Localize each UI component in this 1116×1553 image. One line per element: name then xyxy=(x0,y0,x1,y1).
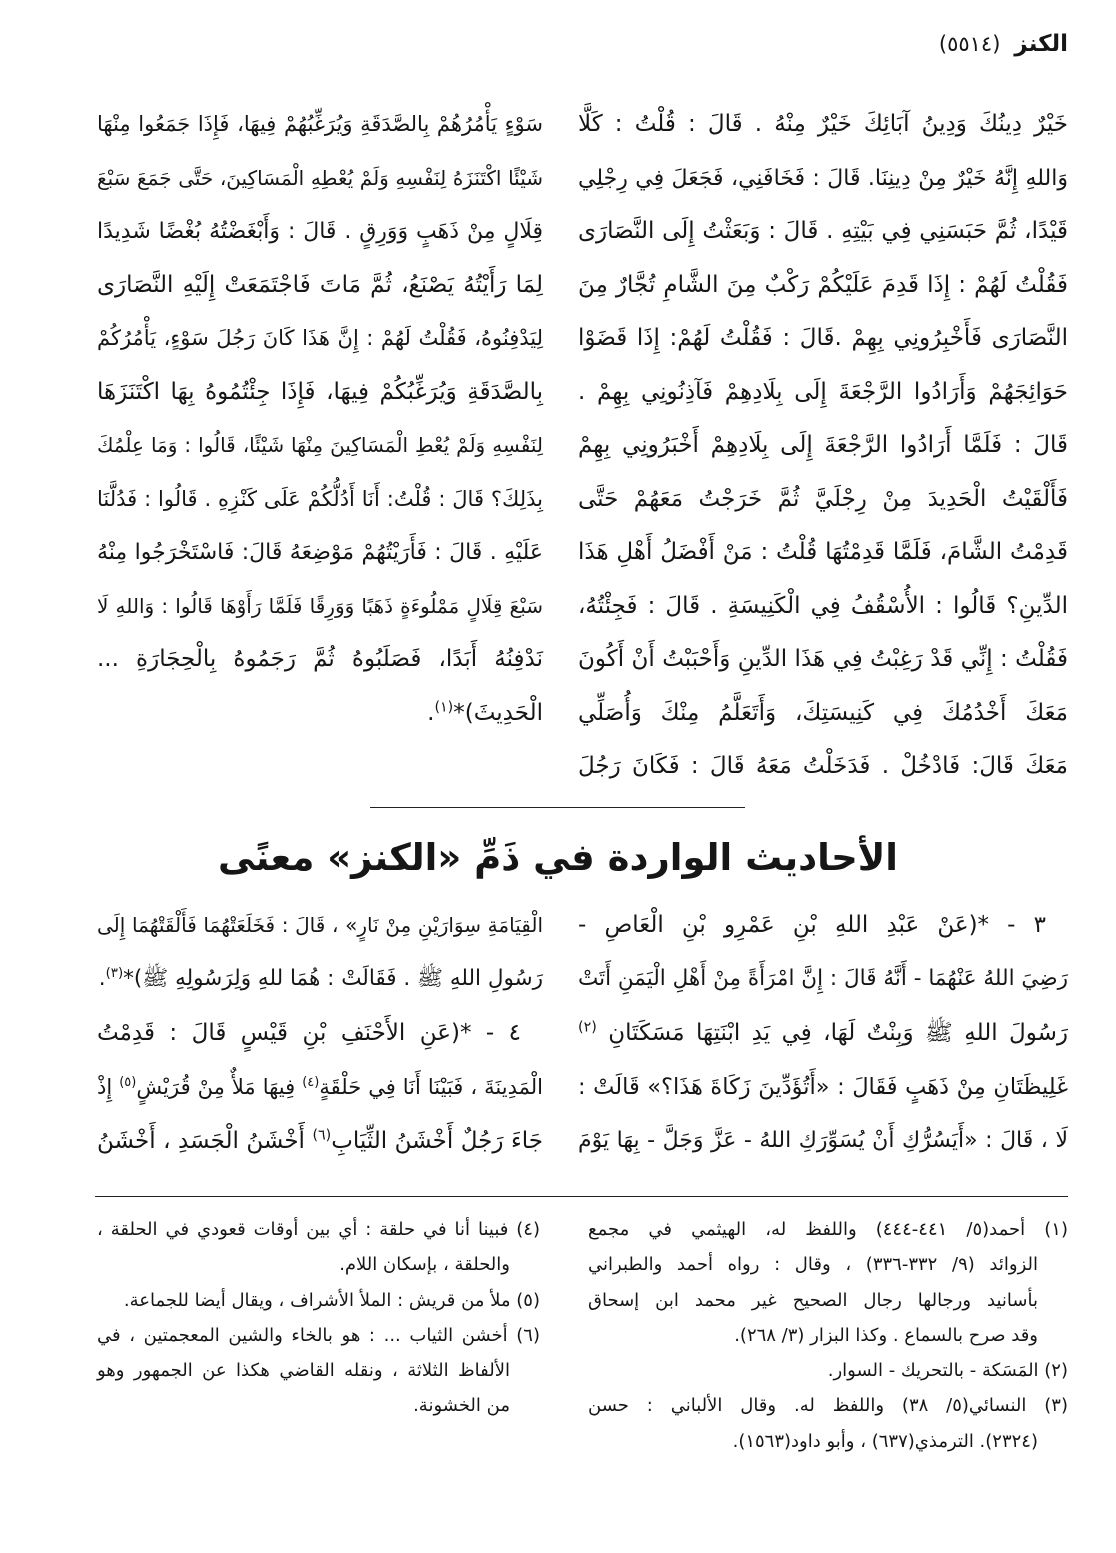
text-line: غَلِيظَتَانِ مِنْ ذَهَبٍ فَقَالَ : «أَتُؤَدِّينَ زَكَاةَ هَذَا؟» قَالَتْ : xyxy=(578,1074,1068,1100)
text-line: فَقُلْتُ لَهُمْ : إِذَا قَدِمَ عَلَيْكُمْ رَكْبٌ مِنَ الشَّامِ تُجَّارٌ مِنَ xyxy=(578,271,1068,298)
section-divider xyxy=(370,807,745,808)
text-line: فَقُلْتُ : إِنِّي قَدْ رَغِبْتُ فِي هَذَا الدِّينِ وَأَحْبَبْتُ أَنْ أَكُونَ xyxy=(578,646,1068,672)
text-segment: الْحَدِيثَ)* xyxy=(453,699,543,726)
text-line: لِمَا رَأَيْتُهُ يَصْنَعُ، ثُمَّ مَاتَ فَاجْتَمَعَتْ إِلَيْهِ النَّصَارَى xyxy=(97,271,543,298)
text-line: حَوَائِجَهُمْ وَأَرَادُوا الرَّجْعَةَ إِلَى بِلَادِهِمْ فَآذِنُونِي بِهِمْ . xyxy=(578,378,1068,405)
text-line xyxy=(578,1006,1068,1060)
text-line: النَّصَارَى فَأَخْبِرُونِي بِهِمْ .قَالَ : فَقُلْتُ لَهُمْ: إِذَا قَضَوْا xyxy=(578,325,1068,351)
footnote-line: (٢) المَسَكة - بالتحريك - السوار. xyxy=(827,1360,1068,1382)
footnotes-divider xyxy=(95,1196,1068,1197)
text-segment: رَسُولَ اللهِ ﷺ وَبِنْتٌ لَهَا، فِي يَدِ ابْنَتِهَا مَسَكَتَانِ xyxy=(596,1020,1068,1046)
text-line: وَاللهِ إِنَّهُ خَيْرٌ مِنْ دِينِنَا. قَالَ : فَخَافَنِي، فَجَعَلَ فِي رِجْلِي xyxy=(578,165,1068,191)
text-line xyxy=(97,687,543,741)
text-line: شَيْئًا اكْتَنَزَهُ لِنَفْسِهِ وَلَمْ يُعْطِهِ الْمَسَاكِينَ، حَتَّى جَمَعَ سَبْعَ xyxy=(97,165,543,190)
footnote-line: (٦) أخشن الثياب ... : هو بالخاء والشين المعجمتين ، في xyxy=(97,1324,540,1346)
text-line: بِالصَّدَقَةِ وَيُرَغِّبُكُمْ فِيهَا، فَإِذَا جِئْتُمُوهُ بِهَا اكْتَنَزَهَا xyxy=(97,378,543,405)
section1-right-column xyxy=(578,98,1068,794)
text-segment: فِيهَا مَلأٌ مِنْ قُرَيْشٍ xyxy=(136,1075,303,1099)
text-line: سَبْعَ قِلَالٍ مَمْلُوءَةٍ ذَهَبًا وَوَرِقًا فَلَمَّا رَأَوْهَا قَالُوا : وَاللهِ لَا xyxy=(97,593,543,618)
footnote-ref: (٢) xyxy=(578,1019,597,1036)
text-line: ٣ - *(عَنْ عَبْدِ اللهِ بْنِ عَمْرِو بْنِ الْعَاصِ - xyxy=(578,912,1046,938)
text-line: ٤ - *(عَنِ الأَحْنَفِ بْنِ قَيْسٍ قَالَ : قَدِمْتُ xyxy=(97,1020,521,1046)
footnote-line: (١) أحمد(٥/ ٤٤١-٤٤٤) واللفظ له، الهيثمي في مجمع xyxy=(588,1219,1068,1240)
text-line: سَوْءٍ يَأْمُرُهُمْ بِالصَّدَقَةِ وَيُرَغِّبُهُمْ فِيهَا، فَإِذَا جَمَعُوا مِنْهَا xyxy=(97,112,543,136)
text-segment: الْمَدِينَةَ ، فَبَيْنَا أَنَا فِي حَلْقَةٍ xyxy=(319,1075,543,1099)
text-line: بِذَلِكَ؟ قَالَ : قُلْتُ: أَنَا أَدُلُّكُمْ عَلَى كَنْزِهِ . قَالُوا : فَدُلَّنَا xyxy=(97,486,543,511)
text-line: لِيَدْفِنُوهُ، فَقُلْتُ لَهُمْ : إِنَّ هَذَا كَانَ رَجُلَ سَوْءٍ، يَأْمُرُكُمْ xyxy=(97,326,543,350)
footnote-line: الألفاظ الثلاثة ، ونقله القاضي هكذا عن الجمهور وهو xyxy=(97,1360,510,1382)
text-line: قَدِمْتُ الشَّامَ، فَلَمَّا قَدِمْتُهَا قُلْتُ : مَنْ أَفْضَلُ أَهْلِ هَذَا xyxy=(578,539,1068,565)
text-line: قَيْدًا، ثُمَّ حَبَسَنِي فِي بَيْتِهِ . قَالَ : وَبَعَثْتُ إِلَى النَّصَارَى xyxy=(578,218,1068,244)
section1-left-column xyxy=(97,98,543,740)
text-line: قِلَالٍ مِنْ ذَهَبٍ وَوَرِقٍ . قَالَ : وَأَبْغَضْتُهُ بُغْضًا شَدِيدًا xyxy=(97,219,543,244)
footnote-line: (٤) فبينا أنا في حلقة : أي بين أوقات قعودي في الحلقة ، xyxy=(97,1219,540,1240)
text-line: الْقِيَامَةِ سِوَارَيْنِ مِنْ نَارٍ» ، قَالَ : فَخَلَعَتْهُمَا فَأَلْقَتْهُمَا إِلَى xyxy=(97,913,543,937)
header-title: الكنز xyxy=(1014,31,1068,57)
text-line: لَا ، قَالَ : «أَيَسُرُّكِ أَنْ يُسَوِّرَكِ اللهُ - عَزَّ وَجَلَّ - بِهَا يَوْمَ xyxy=(578,1128,1068,1153)
footnote-line: وقد صرح بالسماع . وكذا البزار (٣/ ٢٦٨). xyxy=(734,1324,1038,1346)
text-line: الدِّينِ؟ قَالُوا : الأُسْقُفُ فِي الْكَنِيسَةِ . قَالَ : فَجِئْتُهُ، xyxy=(578,592,1068,619)
text-segment: جَاءَ رَجُلٌ أَخْشَنُ الثِّيَابِ xyxy=(331,1128,543,1154)
text-segment: رَسُولِ اللهِ ﷺ . فَقَالَتْ : هُمَا للهِ وَلِرَسُولِهِ ﷺ)* xyxy=(123,966,543,991)
footnote-line: (٣) النسائي(٥/ ٣٨) واللفظ له. وقال الألباني : حسن xyxy=(588,1395,1068,1417)
text-line: لِنَفْسِهِ وَلَمْ يُعْطِ الْمَسَاكِينَ مِنْهَا شَيْئًا، قَالُوا : وَمَا عِلْمُكَ xyxy=(97,433,543,457)
footnote-ref: (١) xyxy=(434,698,454,715)
footnote-line: الزوائد (٩/ ٣٣٢-٣٣٦) ، وقال : رواه أحمد والطبراني xyxy=(588,1254,1038,1276)
text-line: نَدْفِنُهُ أَبَدًا، فَصَلَبُوهُ ثُمَّ رَجَمُوهُ بِالْحِجَارَةِ ... xyxy=(97,646,543,672)
footnote-ref: (٤) xyxy=(302,1075,320,1090)
footnote-line: من الخشونة. xyxy=(413,1395,510,1417)
text-line: خَيْرٌ دِينُكَ وَدِينُ آبَائِكَ خَيْرٌ مِنْهُ . قَالَ : قُلْتُ : كَلَّا xyxy=(578,111,1068,137)
footnotes-left-column xyxy=(97,1212,540,1424)
text-segment: . xyxy=(98,966,106,991)
text-line: مَعَكَ قَالَ: فَادْخُلْ . فَدَخَلْتُ مَعَهُ قَالَ : فَكَانَ رَجُلَ xyxy=(578,753,1068,779)
text-segment: إِذْ xyxy=(97,1075,120,1099)
footnote-ref: (٣) xyxy=(105,965,124,981)
footnote-ref: (٥) xyxy=(119,1075,137,1090)
text-line: قَالَ : فَلَمَّا أَرَادُوا الرَّجْعَةَ إِلَى بِلَادِهِمْ أَخْبَرُونِي بِهِمْ xyxy=(578,432,1068,458)
footnote-line: (٥) ملأ من قريش : الملأ الأشراف ، ويقال أيضا للجماعة. xyxy=(123,1289,540,1311)
running-header xyxy=(939,26,1068,62)
footnote-line: (٢٣٢٤). الترمذي(٦٣٧) ، وأبو داود(١٥٦٣). xyxy=(732,1430,1038,1452)
footnote-ref: (٦) xyxy=(312,1127,332,1144)
section-heading: الأحاديث الواردة في ذَمِّ «الكنز» معنًى xyxy=(218,836,898,879)
footnote-line: والحلقة ، بإسكان اللام. xyxy=(339,1254,510,1276)
text-line xyxy=(97,1114,543,1168)
text-line xyxy=(97,1060,543,1114)
text-line: رَضِيَ اللهُ عَنْهُمَا - أَنَّهُ قَالَ : إِنَّ امْرَأَةً مِنْ أَهْلِ الْيَمَنِ أَتَتْ xyxy=(578,966,1068,991)
text-line xyxy=(97,952,543,1006)
section2-left-column xyxy=(97,898,543,1168)
section2-right-column xyxy=(578,898,1068,1168)
page-number: (٥٥١٤) xyxy=(938,32,1001,56)
text-segment: أَخْشَنُ الْجَسَدِ ، أَخْشَنُ xyxy=(97,1128,313,1154)
text-segment: . xyxy=(427,699,435,726)
footnote-line: بأسانيد ورجالها رجال الصحيح غير محمد ابن إسحاق xyxy=(588,1289,1038,1311)
text-line: عَلَيْهِ . قَالَ : فَأَرَيْتُهُمْ مَوْضِعَهُ قَالَ: فَاسْتَخْرَجُوا مِنْهُ xyxy=(97,540,543,565)
text-line: مَعَكَ أَخْدُمُكَ فِي كَنِيسَتِكَ، وَأَتَعَلَّمُ مِنْكَ وَأُصَلِّي xyxy=(578,699,1068,726)
text-line: فَأَلْقَيْتُ الْحَدِيدَ مِنْ رِجْلَيَّ ثُمَّ خَرَجْتُ مَعَهُمْ حَتَّى xyxy=(578,485,1068,512)
footnotes-right-column xyxy=(588,1212,1068,1459)
